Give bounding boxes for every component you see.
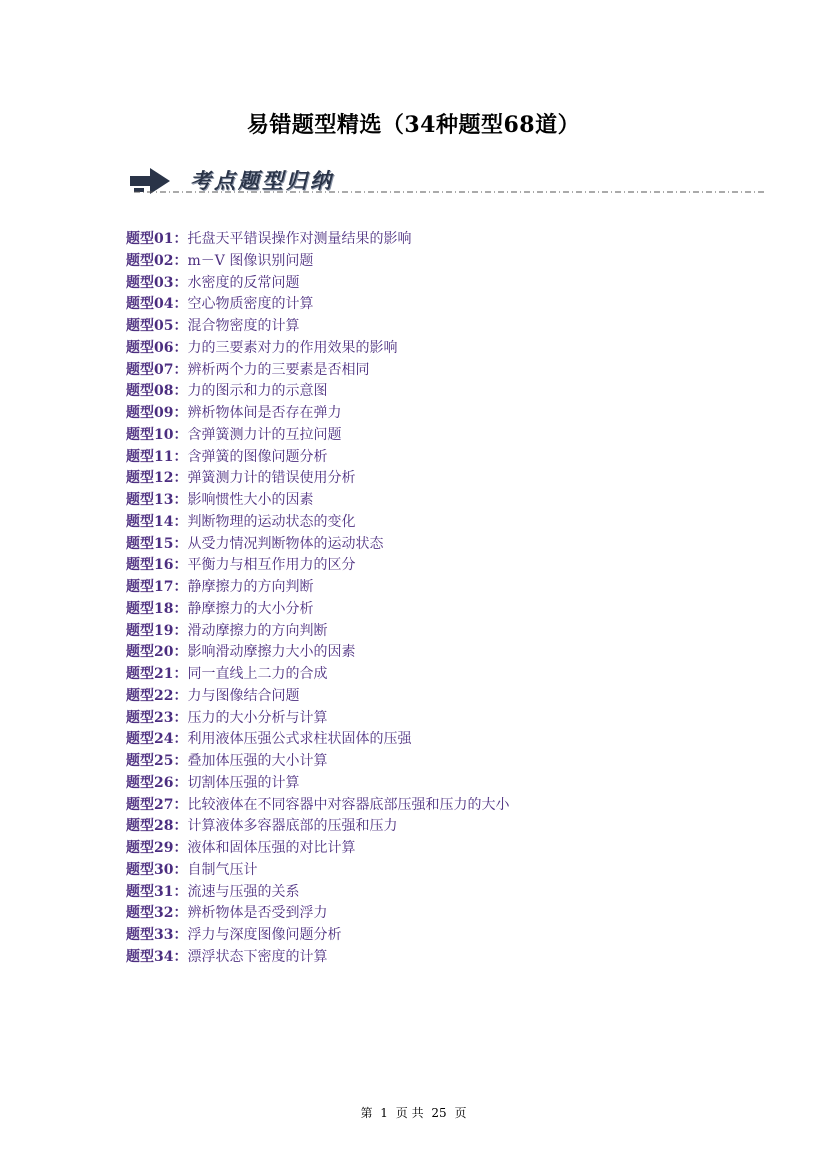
toc-item-number: 题型19： (126, 622, 188, 639)
toc-item (126, 555, 806, 577)
toc-item-text: 压力的大小分析与计算 (187, 709, 328, 726)
footer-middle: 页 共 (395, 1106, 424, 1120)
toc-item-text: 叠加体压强的大小计算 (187, 753, 328, 769)
toc-item-number: 题型28： (126, 818, 188, 835)
toc-item (126, 686, 806, 708)
toc-item-number: 题型29： (126, 840, 188, 856)
toc-item (126, 729, 806, 751)
toc-item (126, 316, 806, 338)
toc-item-number: 题型11： (126, 448, 188, 465)
section-banner (130, 164, 770, 198)
toc-item-number: 题型08： (126, 383, 188, 400)
toc-item (126, 795, 806, 817)
toc-item (126, 534, 806, 556)
toc-item (126, 294, 806, 316)
footer-current-page: 1 (380, 1106, 388, 1120)
toc-item-number: 题型06： (126, 339, 188, 356)
toc-item-text: 比较液体在不同容器中对容器底部压强和压力的大小 (187, 796, 510, 813)
toc-item (126, 490, 806, 512)
footer-prefix: 第 (360, 1106, 373, 1120)
toc-item-text: 同一直线上二力的合成 (187, 666, 328, 682)
toc-item-text: 力与图像结合问题 (187, 687, 300, 704)
toc-item (126, 642, 806, 664)
toc-item (126, 664, 806, 686)
toc-item-text: 漂浮状态下密度的计算 (187, 948, 328, 965)
toc-item-text: 辨析物体是否受到浮力 (187, 905, 328, 922)
toc-item (126, 403, 806, 425)
banner-label: 考点题型归纳 (190, 168, 334, 193)
toc-item-number: 题型25： (126, 753, 188, 769)
toc-item (126, 838, 806, 860)
toc-item-number: 题型16： (126, 557, 188, 574)
toc-item (126, 273, 806, 295)
toc-item-text: 辨析两个力的三要素是否相同 (187, 361, 370, 378)
toc-item-number: 题型23： (126, 709, 188, 726)
toc-item-text: 液体和固体压强的对比计算 (187, 840, 356, 856)
toc-item-number: 题型18： (126, 600, 188, 617)
toc-item-text: m－V 图像识别问题 (187, 252, 314, 269)
toc-item-text: 力的三要素对力的作用效果的影响 (187, 339, 398, 356)
toc-item (126, 251, 806, 273)
toc-item (126, 425, 806, 447)
toc-item (126, 360, 806, 382)
page-footer (0, 1104, 827, 1121)
toc-item (126, 577, 806, 599)
toc-item-text: 水密度的反常问题 (187, 274, 300, 291)
toc-item-text: 浮力与深度图像问题分析 (187, 927, 342, 943)
toc-item (126, 468, 806, 490)
toc-item-text: 托盘天平错误操作对测量结果的影响 (187, 231, 412, 247)
toc-item-number: 题型33： (126, 927, 188, 943)
toc-item (126, 751, 806, 773)
toc-item (126, 882, 806, 904)
toc-item-text: 计算液体多容器底部的压强和压力 (187, 818, 398, 835)
toc-list (126, 229, 806, 969)
toc-item (126, 708, 806, 730)
toc-item-text: 静摩擦力的方向判断 (187, 579, 314, 595)
toc-item (126, 903, 806, 925)
footer-suffix: 页 (454, 1106, 467, 1120)
toc-item-text: 自制气压计 (187, 861, 258, 878)
toc-item (126, 773, 806, 795)
toc-item-text: 含弹簧的图像问题分析 (187, 448, 328, 465)
toc-item-text: 流速与压强的关系 (187, 883, 300, 900)
toc-item-text: 从受力情况判断物体的运动状态 (187, 535, 384, 552)
toc-item-number: 题型07： (126, 361, 188, 378)
toc-item-text: 静摩擦力的大小分析 (187, 600, 314, 617)
toc-item-text: 切割体压强的计算 (187, 774, 300, 791)
page-title: 易错题型精选（34种题型68道） (246, 112, 581, 138)
toc-item (126, 229, 806, 251)
toc-item-number: 题型09： (126, 405, 188, 421)
toc-item-text: 含弹簧测力计的互拉问题 (187, 426, 342, 443)
toc-item-text: 影响惯性大小的因素 (187, 492, 314, 508)
toc-item (126, 925, 806, 947)
toc-item-text: 弹簧测力计的错误使用分析 (187, 470, 356, 487)
toc-item-number: 题型13： (126, 492, 188, 508)
toc-item (126, 621, 806, 643)
toc-item (126, 338, 806, 360)
toc-item (126, 512, 806, 534)
toc-item-number: 题型30： (126, 861, 188, 878)
toc-item (126, 381, 806, 403)
toc-item-text: 利用液体压强公式求柱状固体的压强 (187, 731, 412, 748)
toc-item-number: 题型14： (126, 513, 188, 530)
toc-item-text: 空心物质密度的计算 (187, 296, 314, 313)
toc-item (126, 860, 806, 882)
toc-item (126, 599, 806, 621)
toc-item-number: 题型02： (126, 252, 188, 269)
toc-item-text: 力的图示和力的示意图 (187, 383, 328, 400)
toc-item-number: 题型32： (126, 905, 188, 922)
footer-total-pages: 25 (431, 1106, 447, 1120)
toc-item-text: 判断物理的运动状态的变化 (187, 513, 356, 530)
toc-item-number: 题型04： (126, 296, 188, 313)
toc-item-number: 题型20： (126, 644, 188, 661)
toc-item-number: 题型27： (126, 796, 188, 813)
toc-item-number: 题型05： (126, 318, 188, 334)
toc-item-number: 题型01： (126, 231, 188, 247)
toc-item-number: 题型31： (126, 883, 188, 900)
toc-item-number: 题型17： (126, 579, 188, 595)
toc-item (126, 947, 806, 969)
toc-item-number: 题型03： (126, 274, 188, 291)
toc-item (126, 816, 806, 838)
toc-item-number: 题型12： (126, 470, 188, 487)
toc-item-number: 题型34： (126, 948, 188, 965)
toc-item-number: 题型21： (126, 666, 188, 682)
toc-item (126, 447, 806, 469)
toc-item-text: 混合物密度的计算 (187, 318, 300, 334)
toc-item-number: 题型22： (126, 687, 188, 704)
toc-item-text: 影响滑动摩擦力大小的因素 (187, 644, 356, 661)
toc-item-number: 题型26： (126, 774, 188, 791)
toc-item-number: 题型10： (126, 426, 188, 443)
toc-item-number: 题型24： (126, 731, 188, 748)
toc-item-number: 题型15： (126, 535, 188, 552)
toc-item-text: 平衡力与相互作用力的区分 (187, 557, 356, 574)
toc-item-text: 滑动摩擦力的方向判断 (187, 622, 328, 639)
toc-item-text: 辨析物体间是否存在弹力 (187, 405, 342, 421)
